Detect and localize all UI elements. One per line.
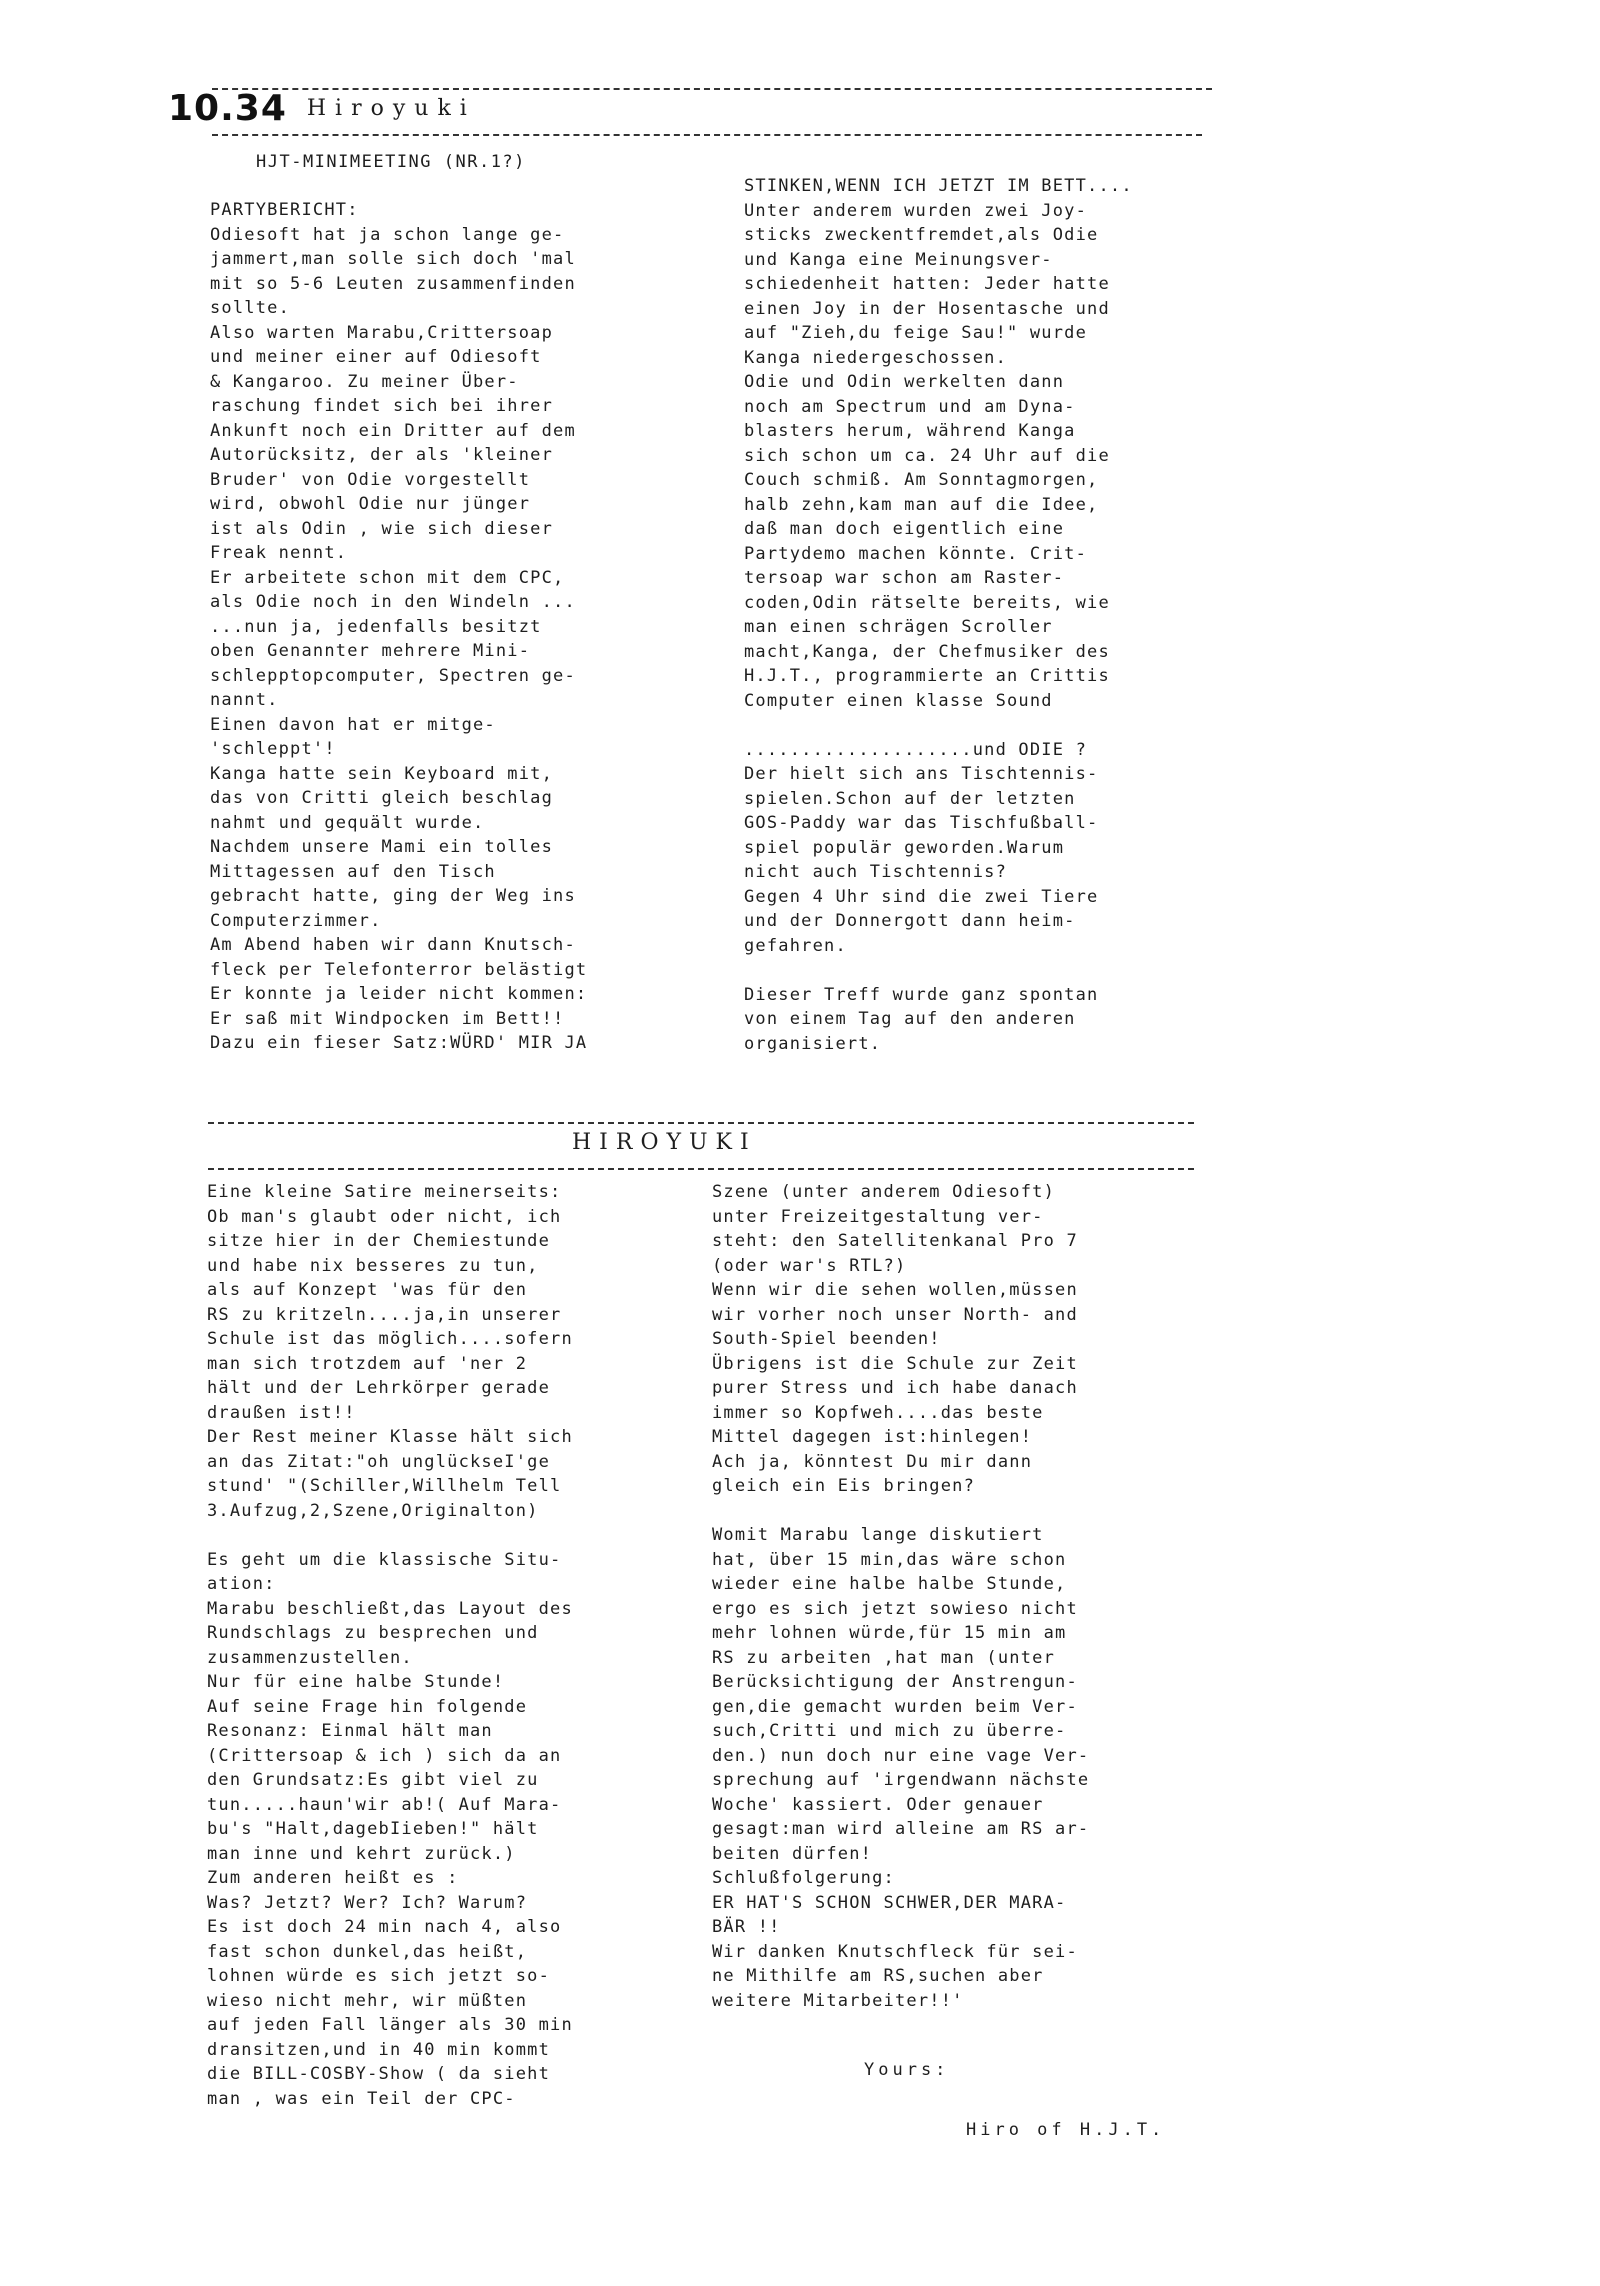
text-line: (Crittersoap & ich ) sich da an <box>207 1745 562 1766</box>
text-line: Partydemo machen könnte. Crit- <box>744 543 1088 564</box>
text-line: steht: den Satellitenkanal Pro 7 <box>712 1231 1078 1251</box>
text-line: coden,Odin rätselte bereits, wie <box>744 592 1110 613</box>
text-line: zusammenzustellen. <box>207 1647 413 1668</box>
signature: Hiro of H.J.T. <box>966 2120 1166 2140</box>
text-line: 'schleppt'! <box>210 739 336 759</box>
text-line: Kanga hatte sein Keyboard mit, <box>210 763 554 784</box>
text-line: wieder eine halbe halbe Stunde, <box>712 1574 1067 1594</box>
text-line: schiedenheit hatten: Jeder hatte <box>744 274 1110 294</box>
text-line: Ankunft noch ein Dritter auf dem <box>210 420 576 441</box>
text-line: das von Critti gleich beschlag <box>210 788 554 808</box>
text-line: fleck per Telefonterror belästigt <box>210 959 588 980</box>
text-line: man einen schrägen Scroller <box>744 617 1053 637</box>
text-line: South-Spiel beenden! <box>712 1329 941 1349</box>
text-line: PARTYBERICHT: <box>210 200 359 220</box>
text-line: Resonanz: Einmal hält man <box>207 1721 493 1741</box>
text-line: Er arbeitete schon mit dem CPC, <box>210 567 565 588</box>
text-line: unter Freizeitgestaltung ver- <box>712 1206 1044 1227</box>
text-line: man sich trotzdem auf 'ner 2 <box>207 1353 528 1374</box>
text-line: Berücksichtigung der Anstrengun- <box>712 1672 1078 1692</box>
text-line: lohnen würde es sich jetzt so- <box>207 1966 551 1986</box>
text-line: halb zehn,kam man auf die Idee, <box>744 494 1099 515</box>
text-line: Dazu ein fieser Satz:WÜRD' MIR JA <box>210 1033 588 1053</box>
text-line: Es ist doch 24 min nach 4, also <box>207 1917 562 1937</box>
text-line: Einen davon hat er mitge- <box>210 714 496 735</box>
text-line: RS zu arbeiten ,hat man (unter <box>712 1647 1056 1668</box>
text-line: ation: <box>207 1574 276 1594</box>
text-line: die BILL-COSBY-Show ( da sieht <box>207 2064 551 2084</box>
text-line: und habe nix besseres zu tun, <box>207 1255 539 1276</box>
text-line: Schule ist das möglich....sofern <box>207 1329 573 1349</box>
text-line: Szene (unter anderem Odiesoft) <box>712 1182 1056 1202</box>
text-line: gefahren. <box>744 935 847 956</box>
text-line: an das Zitat:"oh unglückseI'ge <box>207 1451 551 1472</box>
text-line: Ob man's glaubt oder nicht, ich <box>207 1206 562 1227</box>
text-line: Bruder' von Odie vorgestellt <box>210 469 531 490</box>
text-line: gen,die gemacht wurden beim Ver- <box>712 1696 1078 1717</box>
text-line: & Kangaroo. Zu meiner Über- <box>210 371 519 392</box>
text-line: oben Genannter mehrere Mini- <box>210 641 531 661</box>
text-line: ne Mithilfe am RS,suchen aber <box>712 1966 1044 1986</box>
text-line: einen Joy in der Hosentasche und <box>744 298 1110 319</box>
text-line: von einem Tag auf den anderen <box>744 1009 1076 1029</box>
article1-right-column <box>744 174 1244 1056</box>
paragraph-gap <box>712 1499 1212 1524</box>
text-line: wir vorher noch unser North- and <box>712 1304 1078 1325</box>
text-line: den.) nun doch nur eine vage Ver- <box>712 1745 1090 1766</box>
paragraph-gap <box>207 1523 687 1548</box>
text-line: und meiner einer auf Odiesoft <box>210 347 542 367</box>
text-line: noch am Spectrum und am Dyna- <box>744 396 1076 417</box>
text-line: such,Critti und mich zu überre- <box>712 1721 1067 1741</box>
text-line: hält und der Lehrkörper gerade <box>207 1378 551 1398</box>
text-line: nannt. <box>210 690 279 710</box>
text-line: purer Stress und ich habe danach <box>712 1378 1078 1398</box>
text-line: Es geht um die klassische Situ- <box>207 1549 562 1570</box>
text-line: Dieser Treff wurde ganz spontan <box>744 984 1099 1005</box>
header-author: Hiroyuki <box>306 96 476 121</box>
text-line: und der Donnergott dann heim- <box>744 911 1076 931</box>
text-line: Der hielt sich ans Tischtennis- <box>744 764 1099 784</box>
article2-title: HIROYUKI <box>572 1130 757 1155</box>
text-line: sticks zweckentfremdet,als Odie <box>744 225 1099 245</box>
header-rule <box>212 134 1202 136</box>
text-line: weitere Mitarbeiter!!' <box>712 1990 964 2011</box>
text-line: sprechung auf 'irgendwann nächste <box>712 1770 1090 1790</box>
text-line: Odie und Odin werkelten dann <box>744 372 1065 392</box>
text-line: gleich ein Eis bringen? <box>712 1476 976 1496</box>
text-line: Nur für eine halbe Stunde! <box>207 1672 505 1692</box>
text-line: Übrigens ist die Schule zur Zeit <box>712 1353 1078 1374</box>
text-line: mehr lohnen würde,für 15 min am <box>712 1623 1067 1643</box>
text-line: schlepptopcomputer, Spectren ge- <box>210 665 576 686</box>
text-line: tersoap war schon am Raster- <box>744 568 1065 588</box>
text-line: sitze hier in der Chemiestunde <box>207 1231 551 1251</box>
text-line: mit so 5-6 Leuten zusammenfinden <box>210 273 576 294</box>
text-line: Rundschlags zu besprechen und <box>207 1623 539 1643</box>
article2-left-column <box>207 1180 687 2111</box>
text-line: Freak nennt. <box>210 543 348 563</box>
section-title-rule <box>208 1168 1194 1170</box>
text-line: Womit Marabu lange diskutiert <box>712 1525 1044 1545</box>
page-number: 10.34 <box>168 88 287 129</box>
text-line: Mittagessen auf den Tisch <box>210 861 496 882</box>
text-line: daß man doch eigentlich eine <box>744 519 1065 539</box>
text-line: ....................und ODIE ? <box>744 739 1088 760</box>
text-line: organisiert. <box>744 1033 882 1054</box>
text-line: spiel populär geworden.Warum <box>744 837 1065 858</box>
text-line: jammert,man solle sich doch 'mal <box>210 249 576 269</box>
text-line: Auf seine Frage hin folgende <box>207 1696 528 1717</box>
text-line: Mittel dagegen ist:hinlegen! <box>712 1427 1033 1447</box>
text-line: fast schon dunkel,das heißt, <box>207 1941 528 1962</box>
text-line: Wenn wir die sehen wollen,müssen <box>712 1280 1078 1300</box>
text-line: als auf Konzept 'was für den <box>207 1280 528 1300</box>
text-line: (oder war's RTL?) <box>712 1255 907 1276</box>
text-line: auf "Zieh,du feige Sau!" wurde <box>744 323 1088 343</box>
text-line: BÄR !! <box>712 1917 781 1937</box>
text-line: man , was ein Teil der CPC- <box>207 2088 516 2109</box>
text-line: spielen.Schon auf der letzten <box>744 788 1076 809</box>
text-line: Eine kleine Satire meinerseits: <box>207 1182 562 1202</box>
text-line: wieso nicht mehr, wir müßten <box>207 1990 528 2011</box>
text-line: gebracht hatte, ging der Weg ins <box>210 886 576 906</box>
text-line: STINKEN,WENN ICH JETZT IM BETT.... <box>744 176 1133 196</box>
text-line: Couch schmiß. Am Sonntagmorgen, <box>744 470 1099 490</box>
text-line: 3.Aufzug,2,Szene,Originalton) <box>207 1500 539 1521</box>
text-line: Schlußfolgerung: <box>712 1868 895 1888</box>
text-line: Computerzimmer. <box>210 910 382 931</box>
text-line: als Odie noch in den Windeln ... <box>210 592 576 612</box>
text-line: Nachdem unsere Mami ein tolles <box>210 837 554 857</box>
paragraph-gap <box>744 958 1244 983</box>
text-line: wird, obwohl Odie nur jünger <box>210 494 531 514</box>
text-line: tun.....haun'wir ab!( Auf Mara- <box>207 1794 562 1815</box>
text-line: ergo es sich jetzt sowieso nicht <box>712 1598 1078 1619</box>
text-line: Marabu beschließt,das Layout des <box>207 1598 573 1619</box>
text-line: nahmt und gequält wurde. <box>210 812 485 833</box>
article1-left-column <box>210 198 692 1056</box>
text-line: nicht auch Tischtennis? <box>744 862 1008 882</box>
text-line: stund' "(Schiller,Willhelm Tell <box>207 1476 562 1496</box>
text-line: blasters herum, während Kanga <box>744 421 1076 441</box>
text-line: Zum anderen heißt es : <box>207 1868 459 1888</box>
text-line: man inne und kehrt zurück.) <box>207 1843 516 1864</box>
text-line: raschung findet sich bei ihrer <box>210 396 554 416</box>
text-line: beiten dürfen! <box>712 1843 873 1864</box>
text-line: Er konnte ja leider nicht kommen: <box>210 984 588 1004</box>
text-line: gesagt:man wird alleine am RS ar- <box>712 1819 1090 1839</box>
text-line: Gegen 4 Uhr sind die zwei Tiere <box>744 886 1099 907</box>
text-line: Er saß mit Windpocken im Bett!! <box>210 1008 565 1029</box>
text-line: Wir danken Knutschfleck für sei- <box>712 1941 1078 1962</box>
text-line: Unter anderem wurden zwei Joy- <box>744 200 1088 221</box>
section-divider-rule <box>208 1122 1194 1124</box>
text-line: Am Abend haben wir dann Knutsch- <box>210 935 576 955</box>
text-line: Der Rest meiner Klasse hält sich <box>207 1427 573 1447</box>
text-line: GOS-Paddy war das Tischfußball- <box>744 813 1099 833</box>
text-line: den Grundsatz:Es gibt viel zu <box>207 1770 539 1790</box>
text-line: Was? Jetzt? Wer? Ich? Warum? <box>207 1892 528 1913</box>
text-line: und Kanga eine Meinungsver- <box>744 249 1053 270</box>
text-line: sollte. <box>210 298 291 318</box>
text-line: bu's "Halt,dagebIieben!" hält <box>207 1819 539 1839</box>
text-line: dransitzen,und in 40 min kommt <box>207 2039 551 2060</box>
text-line: H.J.T., programmierte an Crittis <box>744 666 1110 686</box>
text-line: Odiesoft hat ja schon lange ge- <box>210 224 565 245</box>
text-line: immer so Kopfweh....das beste <box>712 1402 1044 1423</box>
text-line: macht,Kanga, der Chefmusiker des <box>744 641 1110 662</box>
text-line: ...nun ja, jedenfalls besitzt <box>210 616 542 637</box>
text-line: Woche' kassiert. Oder genauer <box>712 1794 1044 1815</box>
article2-right-column <box>712 1180 1212 2013</box>
article1-title: HJT-MINIMEETING (NR.1?) <box>256 152 526 172</box>
text-line: Also warten Marabu,Crittersoap <box>210 322 554 343</box>
text-line: Kanga niedergeschossen. <box>744 347 1008 368</box>
signoff: Yours: <box>864 2060 950 2080</box>
page-header <box>168 88 476 132</box>
text-line: RS zu kritzeln....ja,in unserer <box>207 1304 562 1325</box>
text-line: ist als Odin , wie sich dieser <box>210 518 554 539</box>
text-line: auf jeden Fall länger als 30 min <box>207 2015 573 2035</box>
text-line: hat, über 15 min,das wäre schon <box>712 1549 1067 1570</box>
text-line: draußen ist!! <box>207 1402 356 1423</box>
text-line: sich schon um ca. 24 Uhr auf die <box>744 445 1110 466</box>
text-line: Ach ja, könntest Du mir dann <box>712 1451 1033 1472</box>
text-line: Autorücksitz, der als 'kleiner <box>210 445 554 465</box>
paragraph-gap <box>744 713 1244 738</box>
text-line: Computer einen klasse Sound <box>744 690 1053 711</box>
text-line: ER HAT'S SCHON SCHWER,DER MARA- <box>712 1892 1067 1913</box>
